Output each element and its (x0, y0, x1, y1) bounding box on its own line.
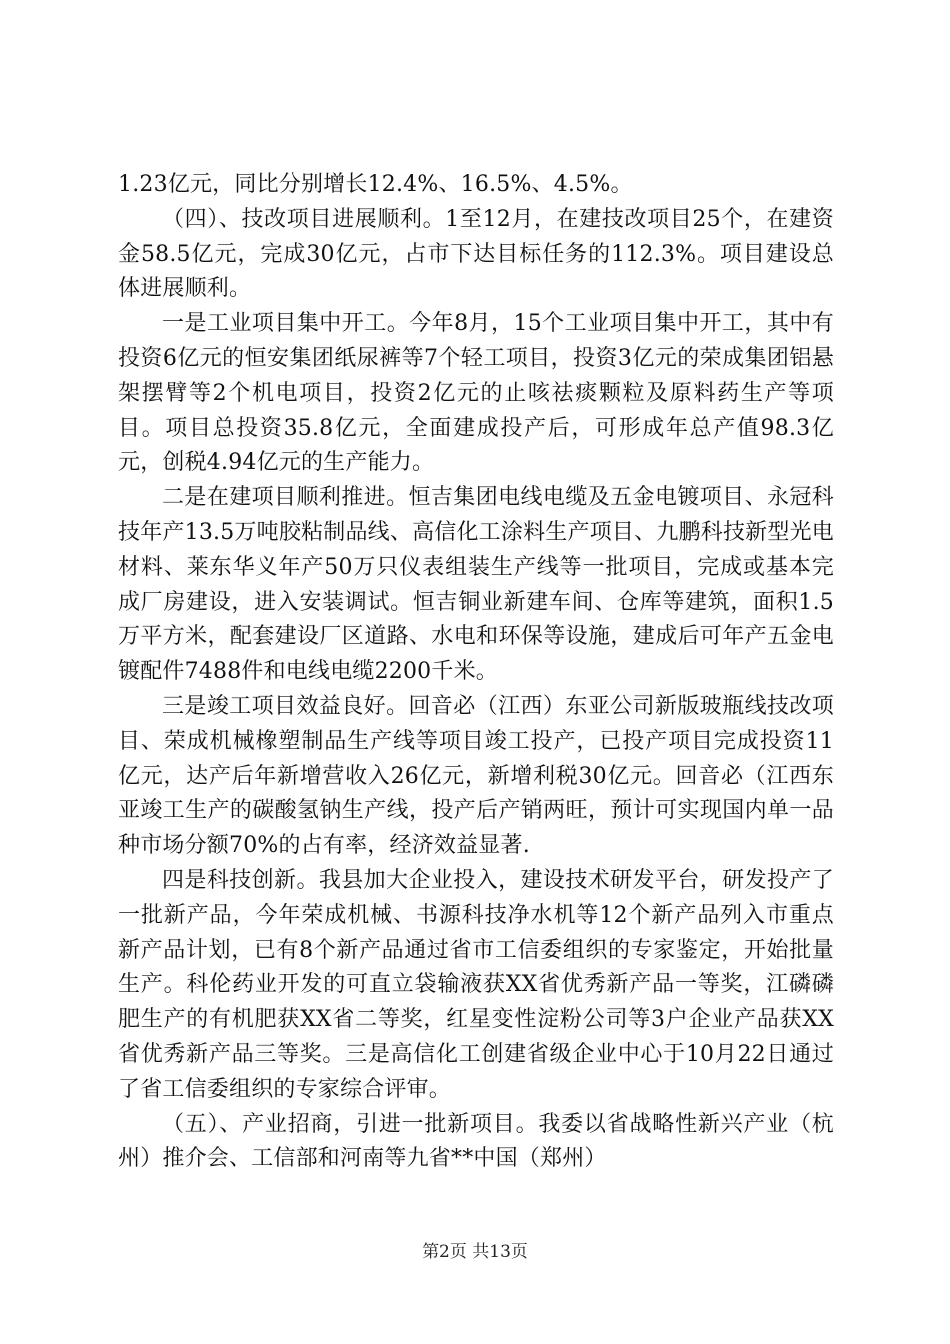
paragraph-item-four: 四是科技创新。我县加大企业投入，建设技术研发平台，研发投产了一批新产品，今年荣成机械、书源科技净水机等12个新产品列入市重点新产品计划，已有8个新产品通过省市工信委组织的专家鉴定，开始批量生产。科伦药业开发的可直立袋输液获XX省优秀新产品一等奖，江磷磷肥生产的有机肥获XX省二等奖，红星变性淀粉公司等3户企业产品获XX省优秀新产品三等奖。三是高信化工创建省级企业中心于10月22日通过了省工信委组织的专家综合评审。 (118, 867, 834, 1102)
paragraph-section-four: （四）、技改项目进展顺利。1至12月，在建技改项目25个，在建资金58.5亿元，完成30亿元，占市下达目标任务的112.3%。项目建设总体进展顺利。 (118, 206, 834, 302)
paragraph-continuation: 1.23亿元，同比分别增长12.4%、16.5%、4.5%。 (118, 172, 633, 197)
paragraph-section-five: （五）、产业招商，引进一批新项目。我委以省战略性新兴产业（杭州）推介会、工信部和河南等九省**中国（郑州） (118, 1111, 834, 1172)
page-number-footer: 第2页 共13页 (422, 1242, 528, 1262)
paragraph-item-one: 一是工业项目集中开工。今年8月，15个工业项目集中开工，其中有投资6亿元的恒安集团纸尿裤等7个轻工项目，投资3亿元的荣成集团铝悬架摆臂等2个机电项目，投资2亿元的止咳祛痰颗粒及原料药生产等项目。项目总投资35.8亿元，全面建成投产后，可形成年总产值98.3亿元，创税4.94亿元的生产能力。 (118, 311, 834, 476)
paragraph-item-two: 二是在建项目顺利推进。恒吉集团电线电缆及五金电镀项目、永冠科技年产13.5万吨胶粘制品线、高信化工涂料生产项目、九鹏科技新型光电材料、莱东华义年产50万只仪表组装生产线等一批项目，完成或基本完成厂房建设，进入安装调试。恒吉铜业新建车间、仓库等建筑，面积1.5万平方米，配套建设厂区道路、水电和环保等设施，建成后可年产五金电镀配件7488件和电线电缆2200千米。 (118, 485, 834, 685)
paragraph-item-three: 三是竣工项目效益良好。回音必（江西）东亚公司新版玻瓶线技改项目、荣成机械橡塑制品生产线等项目竣工投产，已投产项目完成投资11亿元，达产后年新增营收入26亿元，新增利税30亿元。回音必（江西东亚竣工生产的碳酸氢钠生产线，投产后产销两旺，预计可实现国内单一品种市场分额70%的占有率，经济效益显著. (118, 693, 834, 859)
document-body (118, 168, 834, 1177)
